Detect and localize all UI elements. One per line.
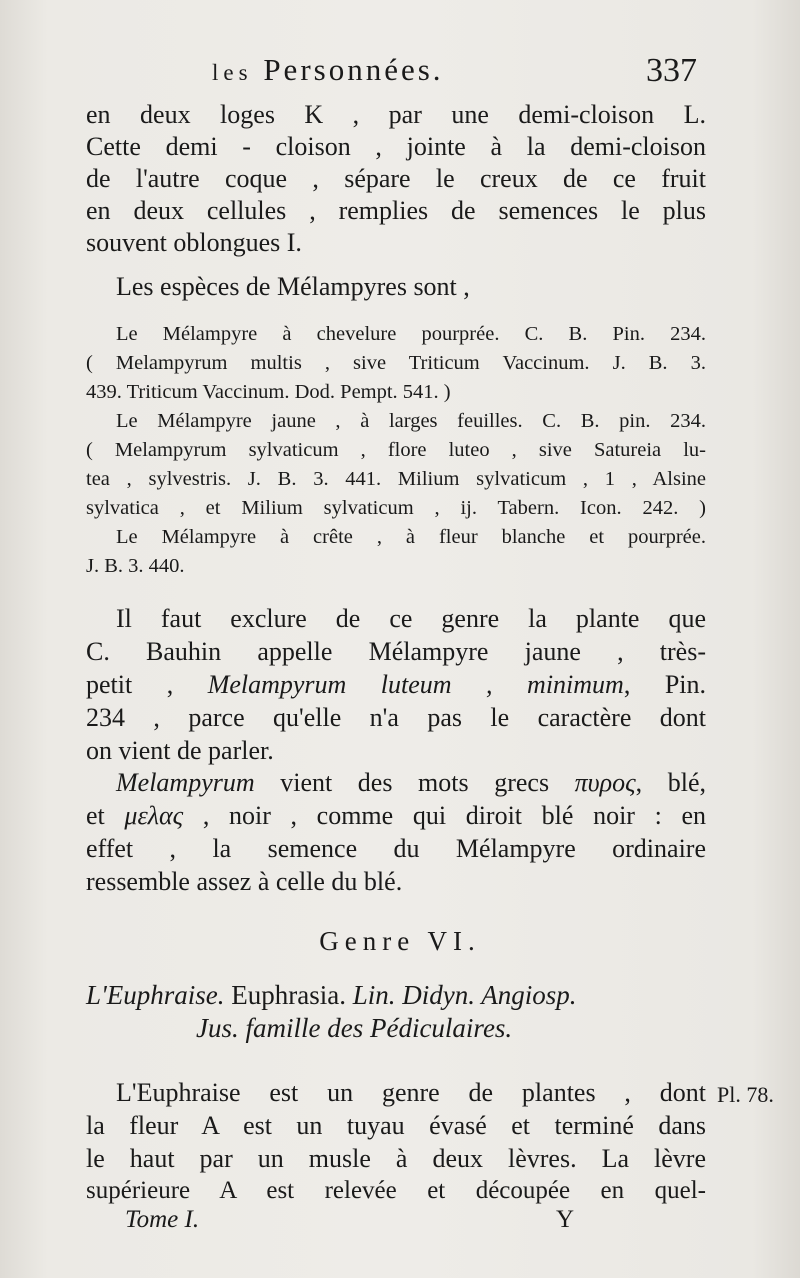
text-line: en deux loges K , par une demi-cloison L. <box>86 100 706 129</box>
text-line: ressemble assez à celle du blé. <box>86 867 403 896</box>
text-run: , Pin. <box>623 670 706 699</box>
text-line: de l'autre coque , sépare le creux de ce fruit <box>86 164 706 193</box>
text-run: , noir , comme qui diroit blé noir : en <box>202 801 707 830</box>
signature-mark: Y <box>556 1206 575 1233</box>
plate-reference: Pl. 78. <box>717 1082 774 1107</box>
genre-classification: Lin. Didyn. Angiosp. <box>352 980 577 1010</box>
text-line: C. Bauhin appelle Mélampyre jaune , très- <box>86 637 706 666</box>
species-line: Le Mélampyre à chevelure pourprée. C. B. Pin. 234. <box>116 323 706 345</box>
latin-name: Melampyrum luteum , minimum <box>207 670 624 699</box>
text-line <box>116 768 706 798</box>
text-line: souvent oblongues I. <box>86 228 302 257</box>
text-line: le haut par un musle à deux lèvres. La lèvre <box>86 1144 706 1173</box>
genre-heading: Genre VI. <box>319 926 481 956</box>
text-run: , blé, <box>635 768 707 797</box>
text-line <box>86 670 706 700</box>
text-line <box>86 801 706 831</box>
genre-family: Jus. famille des Pédiculaires. <box>196 1013 513 1043</box>
text-run: et <box>86 801 105 830</box>
species-line: Le Mélampyre à crête , à fleur blanche et pourprée. <box>116 526 706 548</box>
running-title-main: Personnées. <box>263 52 444 87</box>
text-line: la fleur A est un tuyau évasé et terminé dans <box>86 1111 706 1140</box>
genre-latin: Euphrasia. <box>231 980 347 1010</box>
text-line: en deux cellules , remplies de semences le plus <box>86 196 706 225</box>
latin-word: Melampyrum <box>116 768 255 797</box>
text-run: vient des mots grecs <box>280 768 550 797</box>
greek-word: πυρος <box>574 768 636 797</box>
species-line: 439. Triticum Vaccinum. Dod. Pempt. 541. ) <box>86 381 451 403</box>
text-line: supérieure A est relevée et découpée en quel- <box>86 1177 706 1204</box>
species-line: ( Melampyrum sylvaticum , flore luteo , sive Satureia lu- <box>86 439 706 461</box>
greek-word: μελας <box>124 801 184 830</box>
genre-name: L'Euphraise. <box>86 980 225 1010</box>
text-run: petit , <box>86 670 174 699</box>
genre-title-line <box>86 980 577 1011</box>
text-line: L'Euphraise est un genre de plantes , dont <box>116 1078 706 1107</box>
page-number: 337 <box>646 52 697 89</box>
running-title <box>212 52 444 88</box>
species-line: ( Melampyrum multis , sive Triticum Vaccinum. J. B. 3. <box>86 352 706 374</box>
species-heading: Les espèces de Mélampyres sont , <box>116 272 470 301</box>
volume-label: Tome I. <box>125 1206 200 1233</box>
running-title-les: les <box>212 60 253 85</box>
text-line: effet , la semence du Mélampyre ordinaire <box>86 834 706 863</box>
text-line: Il faut exclure de ce genre la plante que <box>116 604 706 633</box>
species-line: sylvatica , et Milium sylvaticum , ij. Tabern. Icon. 242. ) <box>86 497 706 519</box>
text-line: on vient de parler. <box>86 736 274 765</box>
species-line: tea , sylvestris. J. B. 3. 441. Milium sylvaticum , 1 , Alsine <box>86 468 706 490</box>
text-line: 234 , parce qu'elle n'a pas le caractère dont <box>86 703 706 732</box>
species-line: Le Mélampyre jaune , à larges feuilles. C. B. pin. 234. <box>116 410 706 432</box>
species-line: J. B. 3. 440. <box>86 555 185 577</box>
text-line: Cette demi - cloison , jointe à la demi-cloison <box>86 132 706 161</box>
